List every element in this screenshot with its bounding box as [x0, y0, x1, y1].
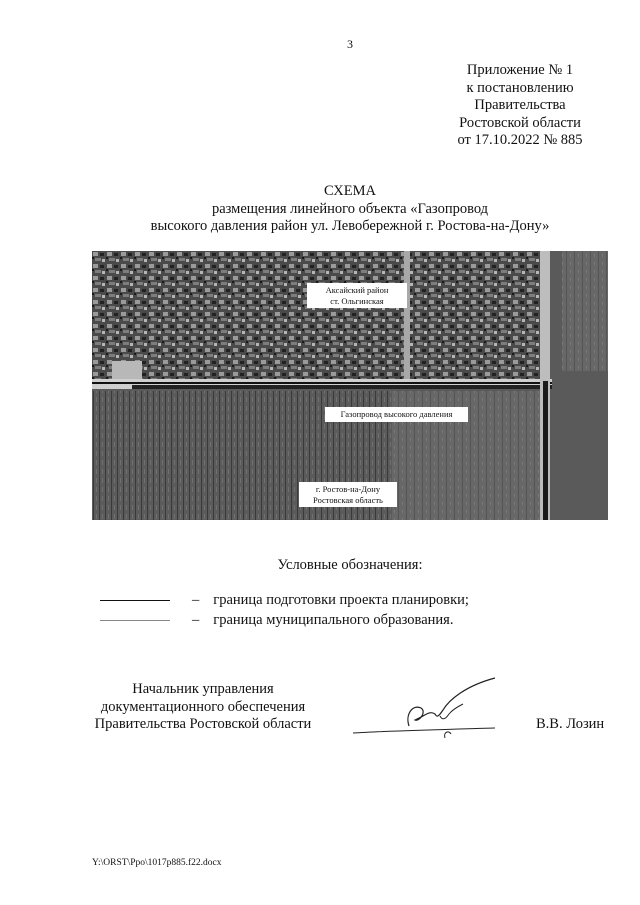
- appendix-line: Приложение № 1: [466, 62, 574, 78]
- appendix-header: [430, 62, 610, 150]
- appendix-line: к постановлению: [466, 79, 574, 96]
- title-line: высокого давления район ул. Левобережной г. Ростова-на-Дону»: [150, 218, 550, 234]
- position-line: документационного обеспечения: [100, 698, 306, 715]
- file-path-footer: Y:\ORST\Ppo\1017p885.f22.docx: [92, 858, 222, 868]
- legend-title: Условные обозначения:: [277, 557, 423, 573]
- title-line: размещения линейного объекта «Газопровод: [211, 200, 489, 217]
- position-line: Начальник управления: [132, 681, 274, 697]
- map-label-line: г. Ростов-на-Дону: [315, 484, 381, 494]
- position-line: Правительства Ростовской области: [94, 716, 312, 732]
- legend-line-thick: [100, 600, 170, 601]
- title-heading: СХЕМА: [324, 183, 376, 199]
- legend-line-thin: [100, 620, 170, 621]
- handwritten-signature: [345, 676, 505, 751]
- legend-text: граница подготовки проекта планировки;: [213, 592, 469, 608]
- legend-item-planning-boundary: [100, 592, 469, 609]
- signatory-name: В.В. Лозин: [536, 716, 605, 732]
- legend-text: граница муниципального образования.: [213, 612, 454, 628]
- map-label-line: ст. Ольгинская: [330, 295, 384, 306]
- map-label-pipeline: Газопровод высокого давления: [325, 407, 468, 422]
- legend-item-municipal-boundary: [100, 612, 453, 629]
- appendix-line: Правительства: [474, 97, 566, 113]
- appendix-line: от 17.10.2022 № 885: [457, 132, 583, 148]
- legend-dash: –: [192, 592, 200, 608]
- map-label-line: Ростовская область: [313, 494, 383, 505]
- document-title: [80, 183, 620, 236]
- aerial-map: [92, 251, 608, 520]
- signatory-position: [80, 681, 326, 734]
- legend-dash: –: [192, 612, 200, 628]
- appendix-line: Ростовской области: [459, 114, 581, 131]
- map-label-rostov: [299, 482, 397, 507]
- map-label-aksai: [307, 283, 407, 308]
- page-number: 3: [347, 37, 353, 51]
- map-label-line: Аксайский район: [325, 285, 389, 295]
